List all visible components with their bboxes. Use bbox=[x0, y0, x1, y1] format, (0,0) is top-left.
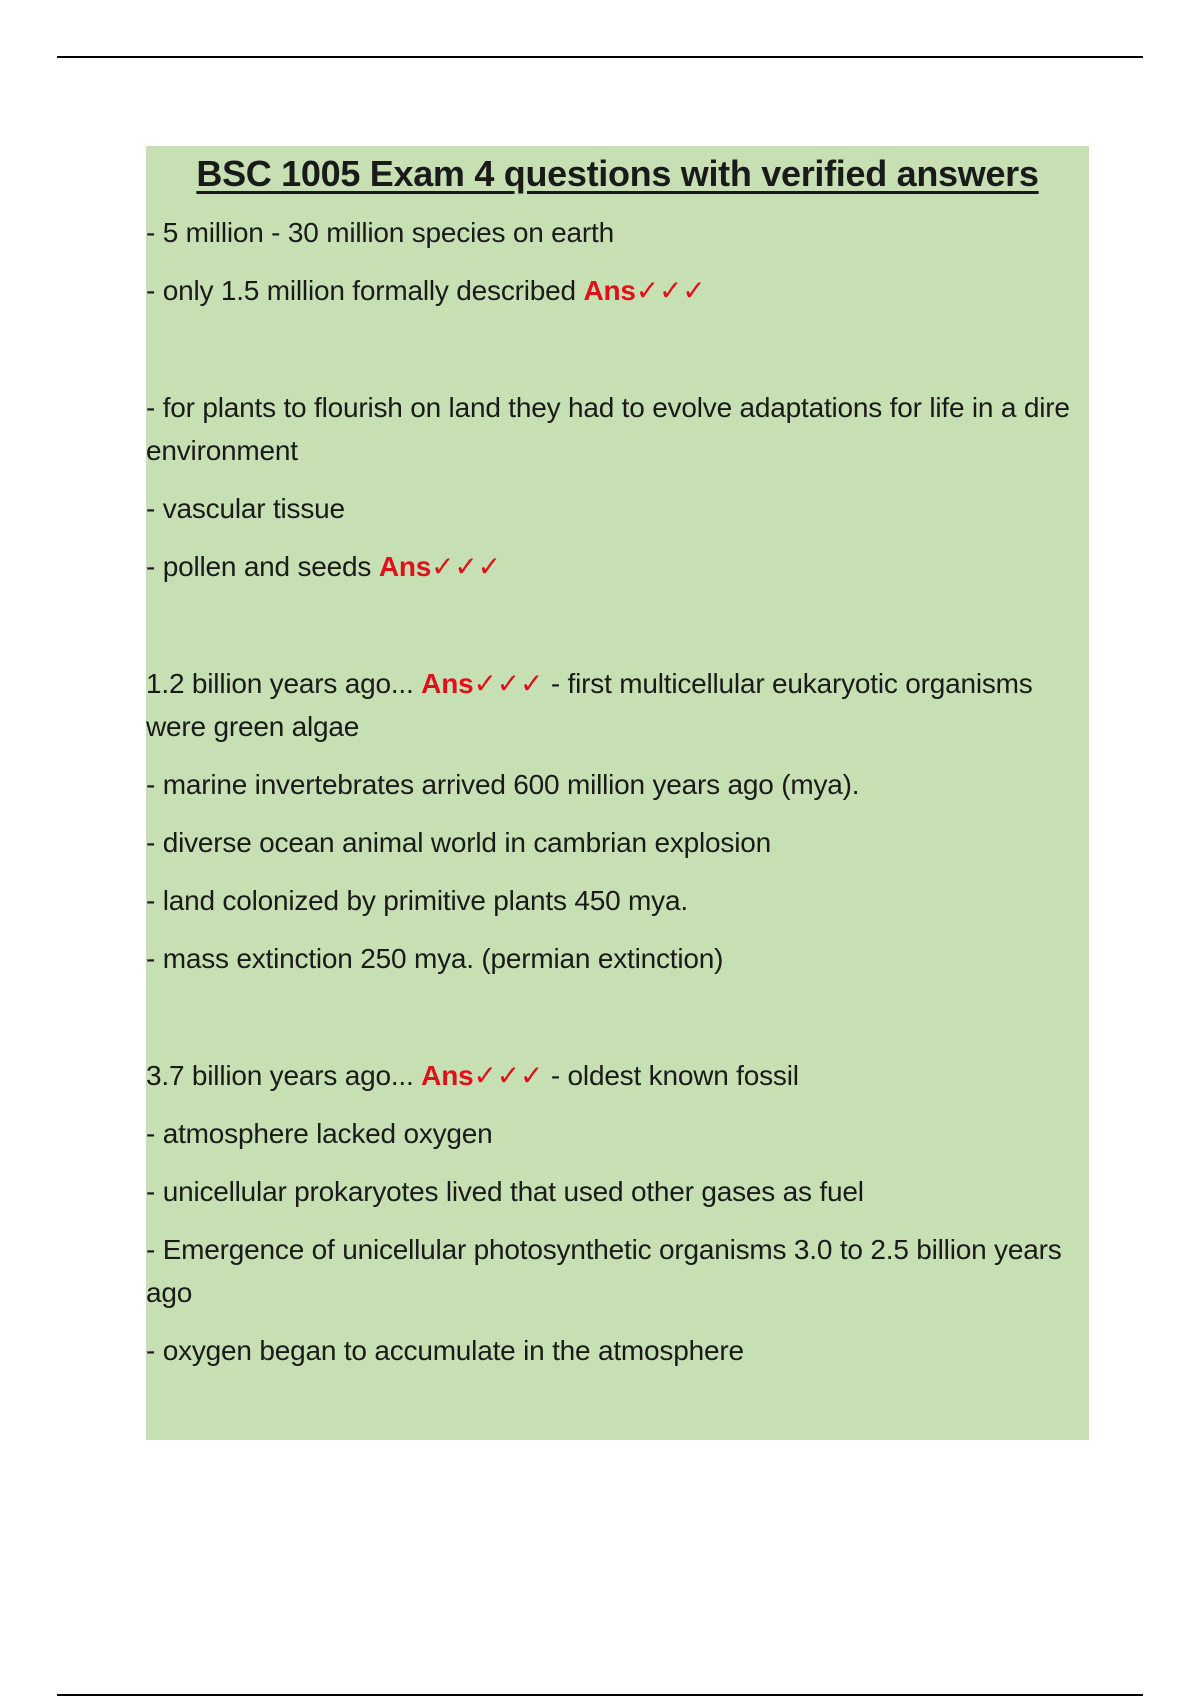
qa-line: - for plants to flourish on land they had to evolve adaptations for life in a dire environment bbox=[146, 392, 1070, 466]
answer-label: Ans bbox=[421, 1060, 474, 1091]
qa-line: - oxygen began to accumulate in the atmosphere bbox=[146, 1335, 744, 1366]
answer-label: Ans bbox=[378, 551, 432, 582]
qa-line: - 5 million - 30 million species on earth bbox=[146, 217, 615, 248]
top-rule bbox=[57, 56, 1143, 58]
qa-line: - land colonized by primitive plants 450 mya. bbox=[146, 885, 688, 916]
document-title: BSC 1005 Exam 4 questions with verified answers bbox=[196, 153, 1039, 194]
answer-label: Ans bbox=[583, 275, 636, 306]
bottom-rule bbox=[57, 1694, 1143, 1696]
qa-line: - marine invertebrates arrived 600 million years ago (mya). bbox=[146, 769, 860, 800]
answer-checkmarks: ✓✓✓ bbox=[473, 1060, 544, 1091]
answer-label: Ans bbox=[421, 668, 474, 699]
qa-line: - unicellular prokaryotes lived that used other gases as fuel bbox=[146, 1176, 864, 1207]
qa-line: - only 1.5 million formally described Ans✓✓✓ bbox=[146, 275, 706, 306]
answer-checkmarks: ✓✓✓ bbox=[473, 668, 544, 699]
qa-line: - mass extinction 250 mya. (permian extinction) bbox=[146, 943, 724, 974]
qa-line: 1.2 billion years ago... Ans✓✓✓ - first multicellular eukaryotic organisms were green algae bbox=[146, 668, 1033, 742]
qa-line: - Emergence of unicellular photosynthetic organisms 3.0 to 2.5 billion years ago bbox=[146, 1234, 1062, 1308]
answer-checkmarks: ✓✓✓ bbox=[635, 275, 706, 306]
answer-checkmarks: ✓✓✓ bbox=[431, 551, 501, 582]
qa-line: - vascular tissue bbox=[146, 493, 345, 524]
qa-line: - diverse ocean animal world in cambrian explosion bbox=[146, 827, 771, 858]
qa-panel bbox=[146, 146, 1089, 1440]
qa-line: - atmosphere lacked oxygen bbox=[146, 1118, 493, 1149]
qa-line: 3.7 billion years ago... Ans✓✓✓ - oldest known fossil bbox=[146, 1060, 799, 1091]
qa-line: - pollen and seeds Ans✓✓✓ bbox=[146, 551, 501, 582]
